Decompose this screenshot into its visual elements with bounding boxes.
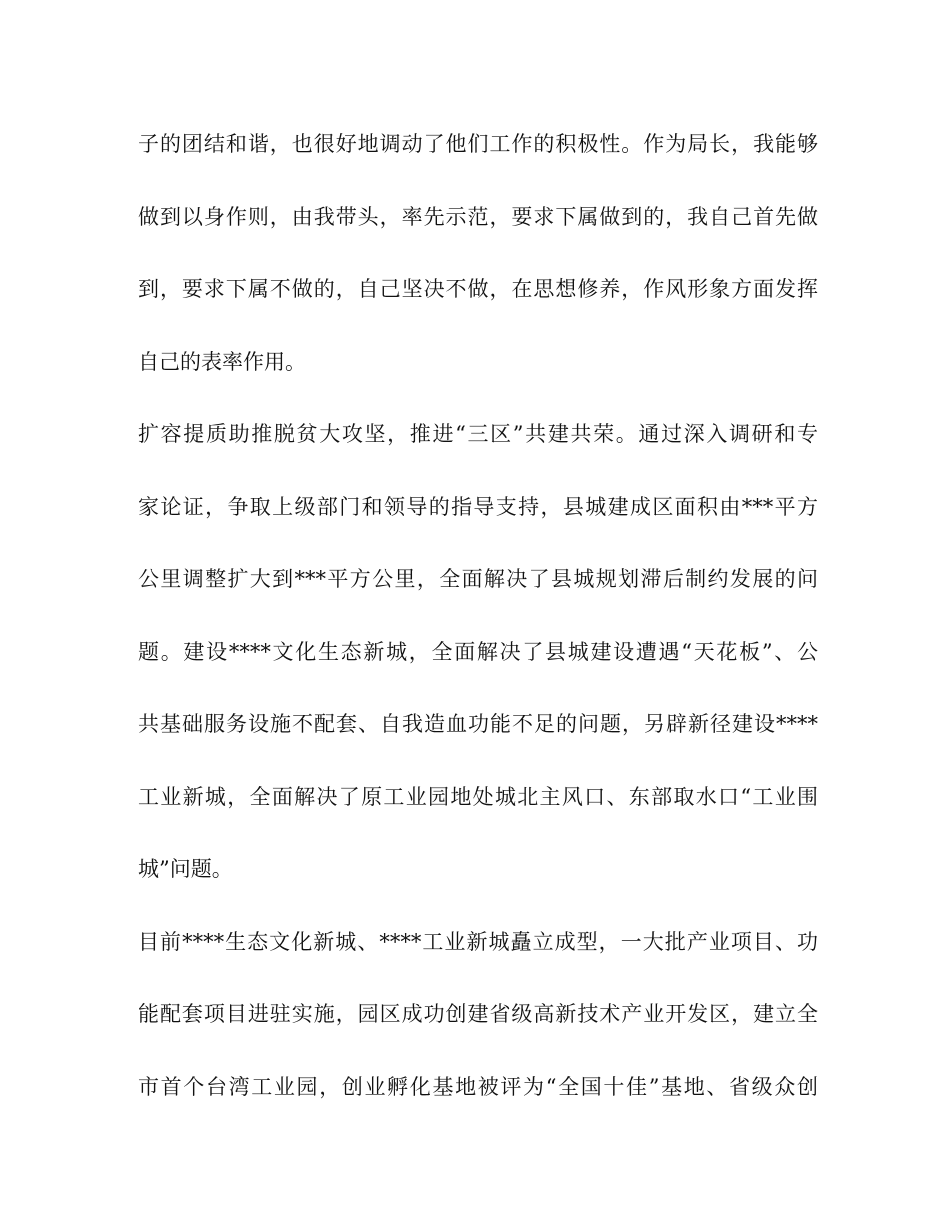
text-line: 做到以身作则，由我带头，率先示范，要求下属做到的，我自己首先做: [138, 204, 818, 229]
text-line: 共基础服务设施不配套、自我造血功能不足的问题，另辟新径建设****: [138, 712, 818, 736]
text-line: 扩容提质助推脱贫大攻坚，推进“三区”共建共荣。通过深入调研和专: [138, 422, 818, 446]
text-line: 公里调整扩大到***平方公里，全面解决了县城规划滞后制约发展的问: [138, 567, 818, 591]
text-line: 题。建设****文化生态新城，全面解决了县城建设遭遇“天花板”、公: [138, 639, 818, 664]
text-line: 市首个台湾工业园，创业孵化基地被评为“全国十佳”基地、省级众创: [138, 1074, 818, 1099]
paragraph-1: [138, 122, 818, 412]
text-line: 工业新城，全面解决了原工业园地处城北主风口、东部取水口“工业围: [138, 784, 818, 809]
text-line: 目前****生态文化新城、****工业新城矗立成型，一大批产业项目、功: [138, 929, 818, 954]
text-line: 城”问题。: [138, 857, 233, 881]
text-line: 到，要求下属不做的，自己坚决不做，在思想修养，作风形象方面发挥: [138, 277, 818, 301]
text-line: 能配套项目进驻实施，园区成功创建省级高新技术产业开发区，建立全: [138, 1002, 818, 1026]
paragraph-2: [138, 412, 818, 920]
paragraph-3: [138, 920, 818, 1138]
document-body: [138, 122, 818, 1137]
text-line: 家论证，争取上级部门和领导的指导支持，县城建成区面积由***平方: [138, 494, 818, 519]
text-line: 自己的表率作用。: [138, 349, 306, 374]
text-line: 子的团结和谐，也很好地调动了他们工作的积极性。作为局长，我能够: [138, 132, 818, 156]
